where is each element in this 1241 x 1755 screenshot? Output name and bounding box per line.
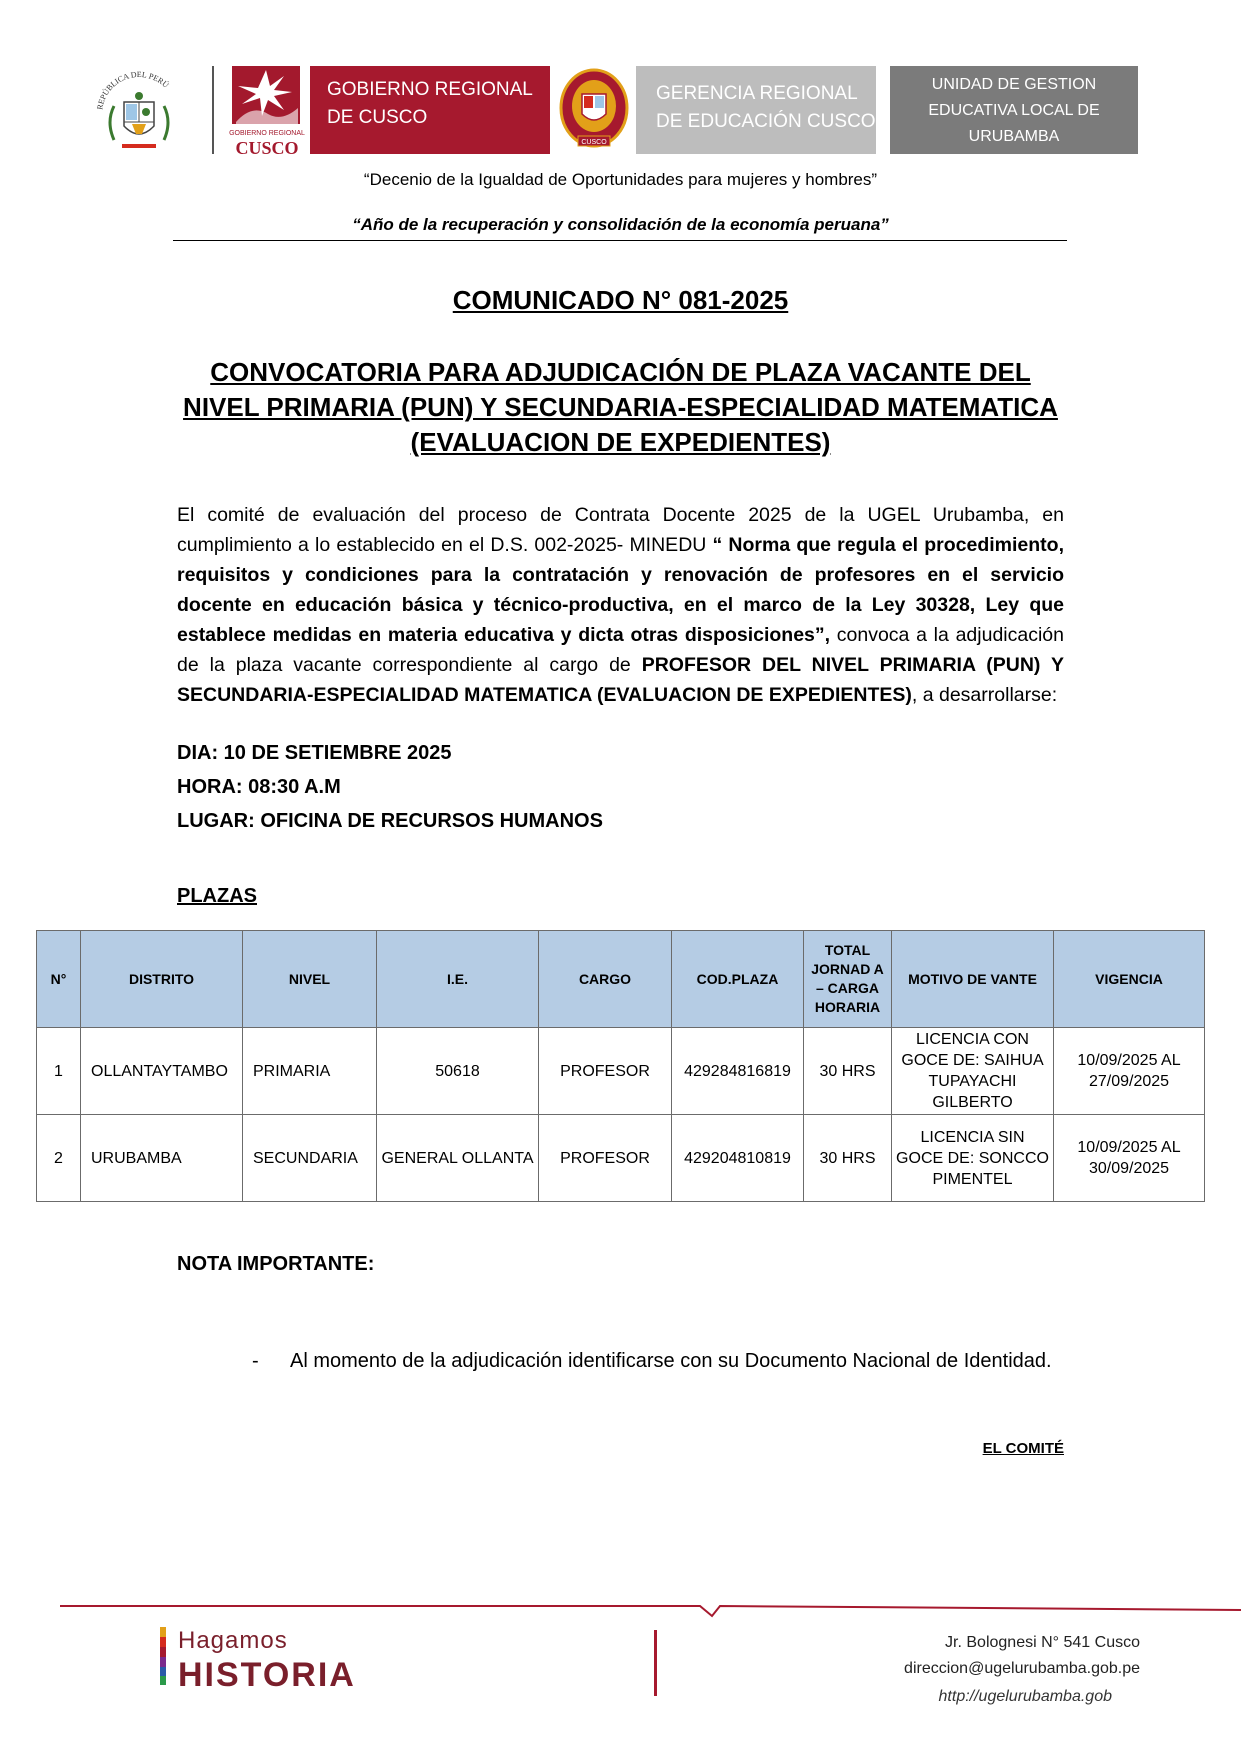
hagamos-historia-colorbar-icon	[160, 1627, 166, 1685]
table-header-cell: TOTAL JORNAD A – CARGA HORARIA	[804, 931, 892, 1028]
plazas-heading: PLAZAS	[177, 885, 257, 907]
table-header-row	[37, 931, 1205, 1028]
schedule-dia: DIA: 10 DE SETIEMBRE 2025	[177, 742, 452, 764]
gobierno-regional-banner	[310, 66, 550, 154]
table-header-cell: COD.PLAZA	[672, 931, 804, 1028]
year-motto: “Año de la recuperación y consolidación de la economía peruana”	[352, 215, 889, 234]
ugel-line1: UNIDAD DE GESTION	[931, 76, 1097, 93]
table-cell-nivel: PRIMARIA	[243, 1028, 377, 1115]
table-header-cell: MOTIVO DE VANTE	[892, 931, 1054, 1028]
gerencia-line2: DE EDUCACIÓN CUSCO	[656, 111, 876, 132]
table-cell-cod-plaza: 429204810819	[672, 1115, 804, 1202]
intro-paragraph	[177, 500, 1064, 710]
table-header-cell: I.E.	[377, 931, 539, 1028]
cusco-logo-subtext: GOBIERNO REGIONAL	[229, 130, 305, 137]
table-header-cell: VIGENCIA	[1054, 931, 1205, 1028]
convocatoria-title	[150, 355, 1091, 460]
table-cell-number: 1	[37, 1028, 81, 1115]
decenio-motto: “Decenio de la Igualdad de Oportunidades para mujeres y hombres”	[363, 170, 878, 189]
table-cell-motivo: LICENCIA CON GOCE DE: SAIHUA TUPAYACHI GILBERTO	[892, 1028, 1054, 1115]
table-header-cell: N°	[37, 931, 81, 1028]
intro-text-3: , a desarrollarse:	[911, 684, 1058, 706]
table-cell-ie: GENERAL OLLANTA	[377, 1115, 539, 1202]
footer-email[interactable]: direccion@ugelurubamba.gob.pe	[904, 1660, 1140, 1677]
intro-cargo-bold: PROFESOR DEL NIVEL PRIMARIA (PUN) Y SECUNDARIA-ESPECIALIDAD MATEMATICA (EVALUACION DE EXPEDIENTES)	[177, 654, 1064, 706]
nota-bullet: -	[252, 1350, 259, 1372]
intro-text-1: El comité de evaluación del proceso de Contrata Docente 2025 de la UGEL Urubamba, en cumplimiento a lo establecido en el D.S. 002-2025- MINEDU	[177, 504, 1064, 556]
table-cell-nivel: SECUNDARIA	[243, 1115, 377, 1202]
table-cell-cargo: PROFESOR	[539, 1028, 672, 1115]
gerencia-education-seal-icon	[558, 66, 630, 154]
footer-decorative-line	[60, 1596, 1241, 1620]
signature-comite: EL COMITÉ	[982, 1440, 1064, 1457]
peru-coat-of-arms-icon	[92, 62, 186, 156]
footer-address: Jr. Bolognesi N° 541 Cusco	[945, 1634, 1140, 1651]
ugel-line2: EDUCATIVA LOCAL DE	[928, 102, 1100, 119]
table-header-cell: DISTRITO	[81, 931, 243, 1028]
convocatoria-line1: CONVOCATORIA PARA ADJUDICACIÓN DE PLAZA VACANTE DEL	[210, 357, 1031, 387]
ugel-line3: URUBAMBA	[968, 128, 1060, 145]
header-separator	[212, 66, 214, 154]
document-title: COMUNICADO N° 081-2025	[452, 285, 789, 315]
nota-item: Al momento de la adjudicación identificarse con su Documento Nacional de Identidad.	[290, 1350, 1052, 1372]
cusco-logo-text: CUSCO	[235, 138, 299, 158]
table-cell-ie: 50618	[377, 1028, 539, 1115]
historia-text: HISTORIA	[178, 1656, 356, 1694]
convocatoria-line3: (EVALUACION DE EXPEDIENTES)	[410, 427, 831, 457]
intro-norma-bold: “ Norma que regula el procedimiento, requisitos y condiciones para la contratación y renovación de profesores en el servicio docente en educación básica y técnico-productiva, en el marco de la Ley 30328, Ley que establece medidas en materia educativa y dicta otras disposiciones”,	[177, 534, 1064, 646]
table-cell-jornada: 30 HRS	[804, 1028, 892, 1115]
table-cell-cargo: PROFESOR	[539, 1115, 672, 1202]
schedule-hora: HORA: 08:30 A.M	[177, 776, 341, 798]
hagamos-text: Hagamos	[178, 1627, 288, 1654]
gobierno-line2: DE CUSCO	[327, 107, 428, 128]
table-cell-motivo: LICENCIA SIN GOCE DE: SONCCO PIMENTEL	[892, 1115, 1054, 1202]
plazas-table	[36, 930, 1205, 1202]
header-divider	[173, 240, 1067, 241]
footer-separator	[654, 1630, 657, 1696]
table-cell-distrito: OLLANTAYTAMBO	[81, 1028, 243, 1115]
ugel-banner	[890, 66, 1138, 154]
schedule-lugar: LUGAR: OFICINA DE RECURSOS HUMANOS	[177, 810, 603, 832]
peru-seal-text: REPÚBLICA DEL PERÚ	[95, 69, 171, 111]
gerencia-line1: GERENCIA REGIONAL	[656, 83, 858, 104]
intro-text-2: convoca a la adjudicación de la plaza vacante correspondiente al cargo de	[177, 624, 1064, 676]
gobierno-line1: GOBIERNO REGIONAL	[327, 79, 533, 100]
table-cell-vigencia: 10/09/2025 AL 27/09/2025	[1054, 1028, 1205, 1115]
table-row	[37, 1028, 1205, 1115]
table-cell-cod-plaza: 429284816819	[672, 1028, 804, 1115]
schedule-block	[177, 736, 603, 838]
table-header-cell: NIVEL	[243, 931, 377, 1028]
convocatoria-line2: NIVEL PRIMARIA (PUN) Y SECUNDARIA-ESPECIALIDAD MATEMATICA	[183, 392, 1058, 422]
table-row	[37, 1115, 1205, 1202]
footer-website-link[interactable]: http://ugelurubamba.gob	[938, 1688, 1112, 1705]
table-cell-distrito: URUBAMBA	[81, 1115, 243, 1202]
table-cell-number: 2	[37, 1115, 81, 1202]
footer-contact	[760, 1630, 1140, 1682]
table-cell-vigencia: 10/09/2025 AL 30/09/2025	[1054, 1115, 1205, 1202]
gerencia-seal-text: CUSCO	[581, 139, 607, 146]
gerencia-regional-banner	[636, 66, 876, 154]
nota-heading: NOTA IMPORTANTE:	[177, 1253, 375, 1275]
table-header-cell: CARGO	[539, 931, 672, 1028]
table-cell-jornada: 30 HRS	[804, 1115, 892, 1202]
